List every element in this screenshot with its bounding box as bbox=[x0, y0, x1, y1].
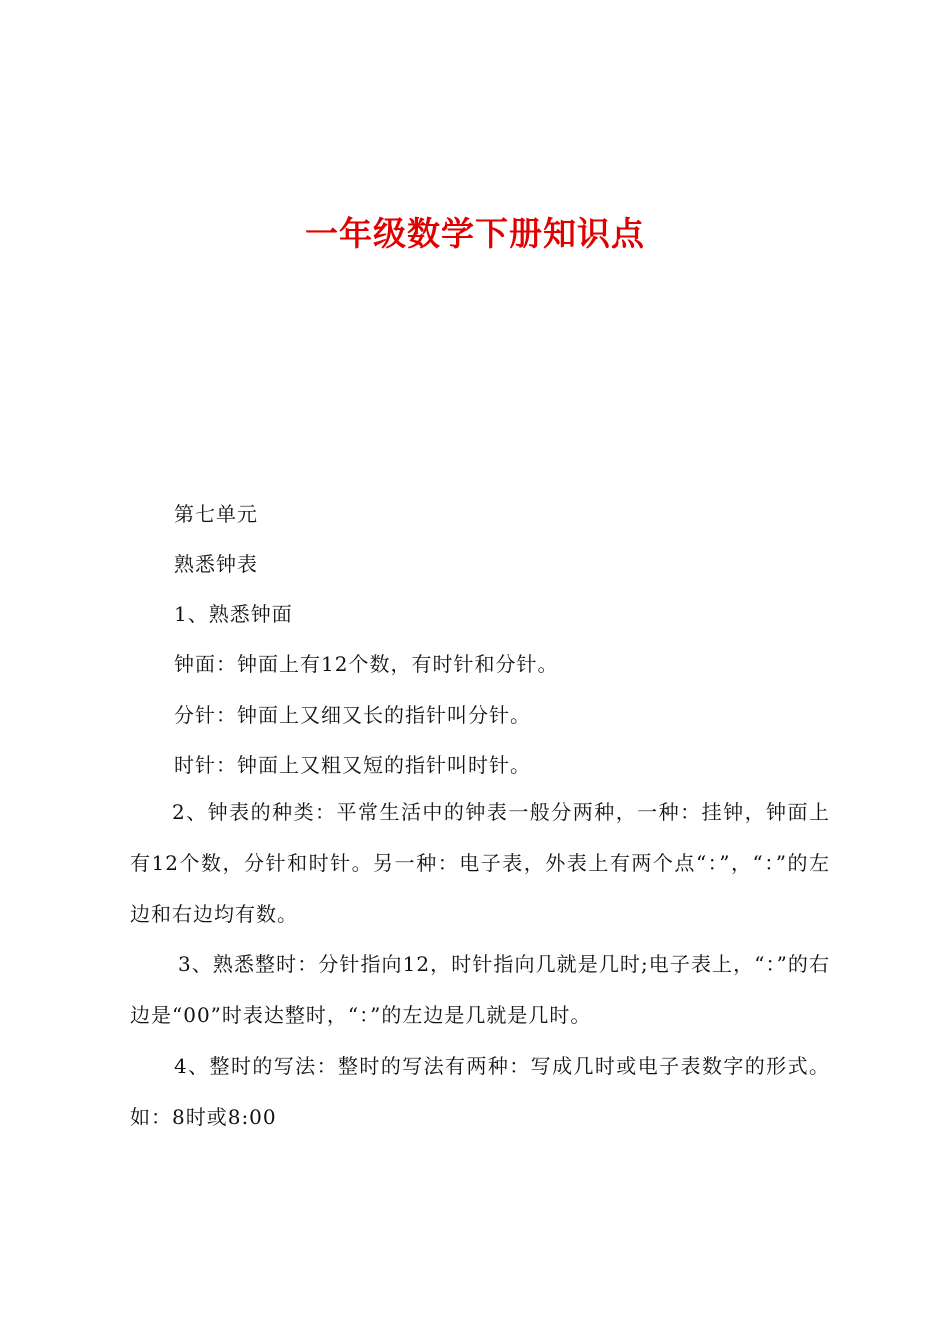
section-heading: 熟悉钟表 bbox=[174, 552, 258, 576]
def-clock-face: 钟面：钟面上有12个数，有时针和分针。 bbox=[174, 652, 559, 676]
item2-paragraph: 2、钟表的种类：平常生活中的钟表一般分两种，一种：挂钟，钟面上有12个数，分针和时针。另一种：电子表，外表上有两个点“：”，“：”的左边和右边均有数。 bbox=[130, 800, 830, 926]
item3-paragraph: 3、熟悉整时：分针指向12，时针指向几就是几时;电子表上，“：”的右边是“00”时表达整时，“：”的左边是几就是几时。 bbox=[130, 952, 830, 1027]
item1-heading: 1、熟悉钟面 bbox=[174, 602, 293, 626]
def-hour-hand: 时针：钟面上又粗又短的指针叫时针。 bbox=[174, 753, 531, 777]
item4-paragraph: 4、整时的写法：整时的写法有两种：写成几时或电子表数字的形式。如：8时或8:00 bbox=[130, 1054, 830, 1129]
def-minute-hand: 分针：钟面上又细又长的指针叫分针。 bbox=[174, 703, 531, 727]
unit-heading: 第七单元 bbox=[174, 502, 258, 526]
page-title: 一年级数学下册知识点 bbox=[305, 214, 645, 253]
